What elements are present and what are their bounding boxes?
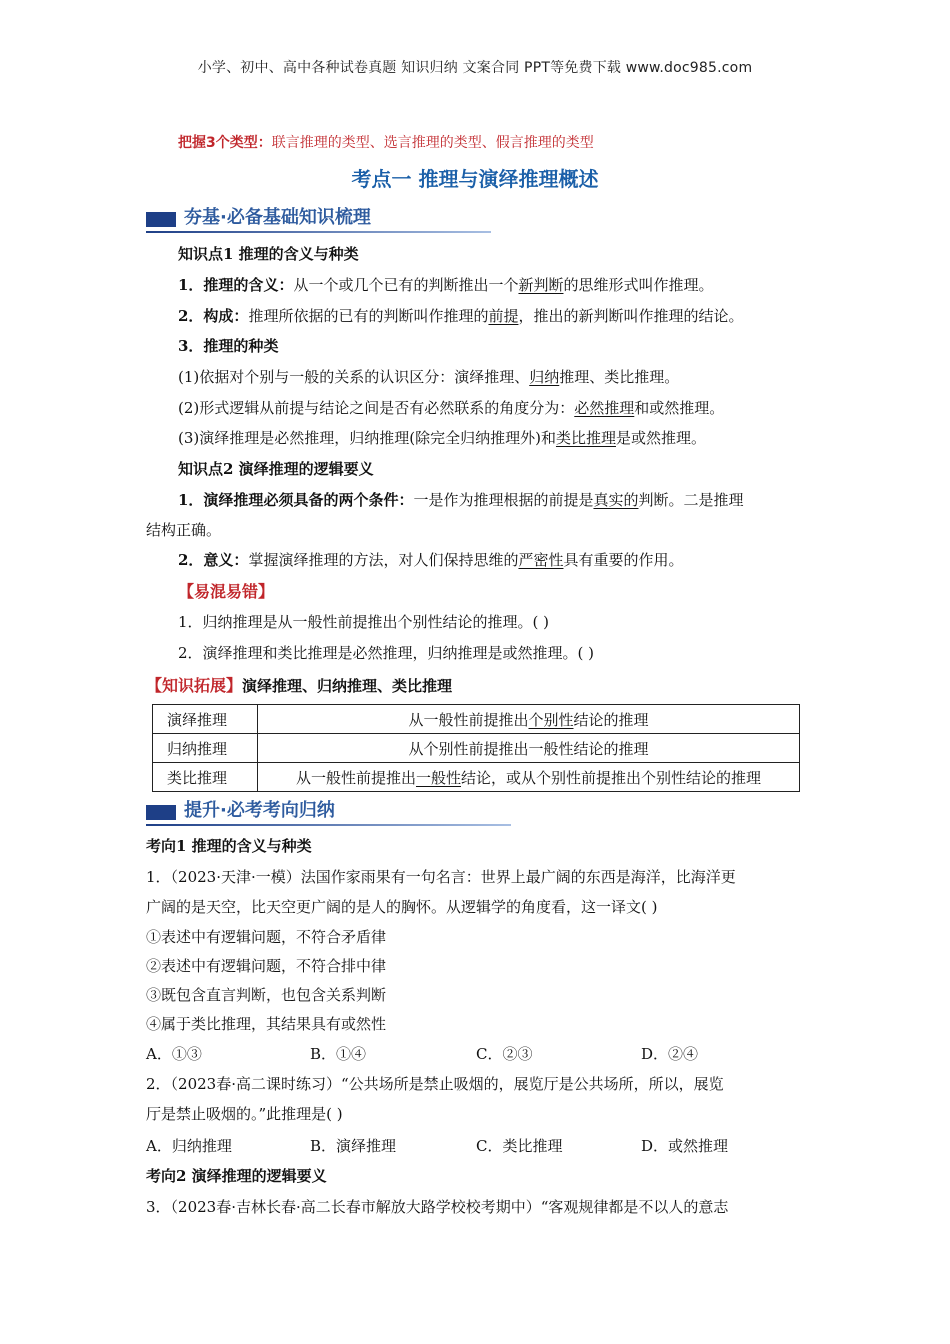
kp1-line5 <box>178 398 724 418</box>
q2-option-a[interactable]: A．归纳推理 <box>146 1137 232 1155</box>
q1-line1: 1．（2023·天津·一模）法国作家雨果有一句名言：世界上最广阔的东西是海洋，比海洋更 <box>146 868 736 886</box>
kp1-l6-blank: 类比推理 <box>555 429 616 447</box>
q1-option-a[interactable]: A．①③ <box>146 1045 202 1063</box>
kp2-title: 知识点2 演绎推理的逻辑要义 <box>178 460 374 478</box>
kp2-line2 <box>178 550 683 570</box>
q2-line1: 2．（2023春·高二课时练习）“公共场所是禁止吸烟的，展览厅是公共场所，所以，展览 <box>146 1075 724 1093</box>
q3-line1: 3．（2023春·吉林长春·高二长春市解放大路学校校考期中）“客观规律都是不以人的意志 <box>146 1198 729 1216</box>
kp1-l5-text: (2)形式逻辑从前提与结论之间是否有必然联系的角度分为： <box>178 399 575 417</box>
confuse-item-2: 2．演绎推理和类比推理是必然推理，归纳推理是或然推理。( ) <box>178 644 595 662</box>
q1-statement-2: ②表述中有逻辑问题，不符合排中律 <box>146 957 387 975</box>
kp1-title: 知识点1 推理的含义与种类 <box>178 245 359 263</box>
banner-text: 夯基·必备基础知识梳理 <box>184 207 371 228</box>
cell-text: 从一般性前提推出 <box>408 710 529 729</box>
kp1-l6-tail: 是或然推理。 <box>615 429 706 447</box>
table-row <box>153 734 800 763</box>
confuse-title: 【易混易错】 <box>178 582 275 601</box>
section-banner-basics <box>146 203 496 233</box>
grasp-line <box>178 132 594 152</box>
table-row <box>153 763 800 792</box>
q2-option-d[interactable]: D．或然推理 <box>641 1137 729 1155</box>
q1-option-c[interactable]: C．②③ <box>476 1045 533 1063</box>
table-cell-name: 演绎推理 <box>153 705 258 734</box>
kp2-l2-label: 2．意义： <box>178 551 249 569</box>
kp2-l1-tail: 判断。二是推理 <box>638 491 744 509</box>
kp1-l2-blank: 前提 <box>488 307 519 325</box>
kp1-line2 <box>178 306 743 326</box>
q1-statement-1: ①表述中有逻辑问题，不符合矛盾律 <box>146 928 387 946</box>
kp1-line4 <box>178 367 679 387</box>
q2-line2: 厅是禁止吸烟的。”此推理是( ) <box>146 1105 343 1123</box>
cell-tail: 结论，或从个别性前提推出个别性结论的推理 <box>461 768 762 787</box>
table-cell-desc <box>258 705 800 734</box>
banner-bar <box>146 805 176 820</box>
kp2-l2-blank: 严密性 <box>518 551 564 569</box>
kp2-l2-tail: 具有重要的作用。 <box>563 551 684 569</box>
kp1-l6-text: (3)演绎推理是必然推理，归纳推理(除完全归纳推理外)和 <box>178 429 556 447</box>
table-cell-desc <box>258 763 800 792</box>
q1-line2: 广阔的是天空，比天空更广阔的是人的胸怀。从逻辑学的角度看，这一译文( ) <box>146 898 658 916</box>
cell-underline: 个别性 <box>528 710 574 729</box>
kp1-l2-label: 2．构成： <box>178 307 249 325</box>
kp2-l1-blank: 真实的 <box>593 491 639 509</box>
banner-underline <box>146 824 511 826</box>
kp1-l5-blank: 必然推理 <box>574 399 635 417</box>
kp1-line3: 3．推理的种类 <box>178 337 279 355</box>
kp1-l1-text: 从一个或几个已有的判断推出一个 <box>293 276 519 294</box>
cell-underline: 一般性 <box>415 768 461 787</box>
table-row <box>153 705 800 734</box>
kp1-l1-blank: 新判断 <box>518 276 564 294</box>
kp2-line1 <box>178 490 744 510</box>
kp1-l4-blank: 归纳 <box>529 368 560 386</box>
banner-underline <box>146 231 491 233</box>
cell-tail: 结论的推理 <box>573 710 649 729</box>
section-banner-directions <box>146 796 516 826</box>
kp1-l1-tail: 的思维形式叫作推理。 <box>563 276 714 294</box>
grasp-text: 联言推理的类型、选言推理的类型、假言推理的类型 <box>271 135 594 151</box>
expand-tag: 【知识拓展】 <box>146 676 243 695</box>
kp1-l4-text: (1)依据对个别与一般的关系的认识区分：演绎推理、 <box>178 368 530 386</box>
expand-line <box>146 676 452 696</box>
cell-text: 从一般性前提推出 <box>295 768 416 787</box>
kp2-l2-text: 掌握演绎推理的方法，对人们保持思维的 <box>248 551 519 569</box>
banner-bar <box>146 212 176 227</box>
page-header: 小学、初中、高中各种试卷真题 知识归纳 文案合同 PPT等免费下载 www.doc985.com <box>197 60 753 76</box>
kp1-l1-label: 1．推理的含义： <box>178 276 294 294</box>
kp1-l2-text: 推理所依据的已有的判断叫作推理的 <box>248 307 489 325</box>
kp2-l1-text: 一是作为推理根据的前提是 <box>413 491 594 509</box>
kp1-l2-tail: ，推出的新判断叫作推理的结论。 <box>518 307 744 325</box>
q2-option-c[interactable]: C．类比推理 <box>476 1137 563 1155</box>
table-cell-name: 归纳推理 <box>153 734 258 763</box>
kp1-l4-tail: 推理、类比推理。 <box>559 368 680 386</box>
direction-1-title: 考向1 推理的含义与种类 <box>146 837 312 855</box>
section-title: 考点一 推理与演绎推理概述 <box>351 167 599 191</box>
kp1-line6 <box>178 428 706 448</box>
table-cell-name: 类比推理 <box>153 763 258 792</box>
q1-statement-3: ③既包含直言判断，也包含关系判断 <box>146 986 387 1004</box>
q2-option-b[interactable]: B．演绎推理 <box>310 1137 397 1155</box>
direction-2-title: 考向2 演绎推理的逻辑要义 <box>146 1167 327 1185</box>
q1-statement-4: ④属于类比推理，其结果具有或然性 <box>146 1015 387 1033</box>
q1-option-b[interactable]: B．①④ <box>310 1045 367 1063</box>
q1-option-d[interactable]: D．②④ <box>641 1045 699 1063</box>
kp2-line1-cont: 结构正确。 <box>146 521 222 539</box>
kp2-l1-label: 1．演绎推理必须具备的两个条件： <box>178 491 414 509</box>
confuse-item-1: 1．归纳推理是从一般性前提推出个别性结论的推理。( ) <box>178 613 550 631</box>
kp1-l5-tail: 和或然推理。 <box>634 399 725 417</box>
comparison-table <box>152 704 800 792</box>
banner-text: 提升·必考考向归纳 <box>184 800 335 821</box>
grasp-label: 把握3个类型： <box>178 135 272 151</box>
table-cell-desc: 从个别性前提推出一般性结论的推理 <box>258 734 800 763</box>
kp1-line1 <box>178 275 714 295</box>
expand-title: 演绎推理、归纳推理、类比推理 <box>242 677 453 695</box>
